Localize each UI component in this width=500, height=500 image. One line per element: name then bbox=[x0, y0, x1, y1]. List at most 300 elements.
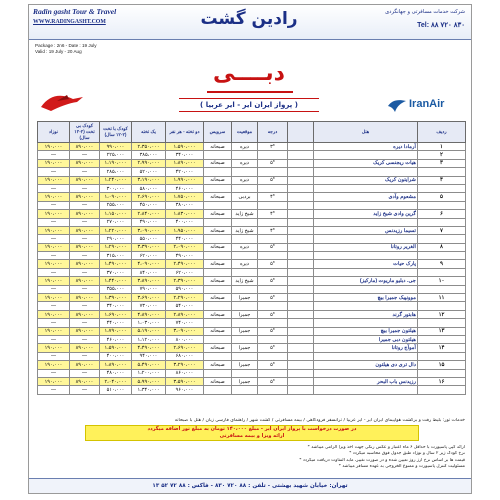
location-cell: جمیرا bbox=[232, 327, 258, 335]
star-cell: ۵* bbox=[258, 344, 288, 352]
table-row bbox=[38, 210, 466, 218]
star-cell: ۳* bbox=[258, 143, 288, 151]
double-cell: ۴۶۰،۰۰۰ bbox=[166, 184, 204, 192]
note-line: * نرخ کودک زیر ۲ سال و نوزاد طبق جدول فوق محاسبه میگردد bbox=[349, 451, 465, 457]
chd-bed-cell: ۱،۳۹۰،۰۰۰ bbox=[100, 294, 132, 302]
blank-cell bbox=[288, 151, 314, 159]
location-cell bbox=[232, 184, 258, 192]
phone-number: Tel: ۸۸ ۷۲۰ ۸۳۰ bbox=[417, 22, 465, 29]
service-cell: صبحانه bbox=[204, 327, 232, 335]
double-cell: ۴۰۰،۰۰۰ bbox=[166, 218, 204, 226]
double-cell: ۲،۲۹۰،۰۰۰ bbox=[166, 294, 204, 302]
hotel-cell bbox=[314, 184, 418, 192]
inf-cell: ۱۹۰،۰۰۰ bbox=[38, 226, 70, 234]
location-cell bbox=[232, 252, 258, 260]
chd-nobed-cell: — bbox=[70, 319, 100, 327]
service-cell bbox=[204, 201, 232, 209]
chd-nobed-cell: ۸۹۰،۰۰۰ bbox=[70, 143, 100, 151]
inf-cell: — bbox=[38, 184, 70, 192]
star-cell: ۵* bbox=[258, 310, 288, 318]
banner-line-2: ارائه ویزا و بیمه مسافرتی bbox=[219, 433, 285, 439]
header-chd-nobed: کودک بی تخت (۲-۱۲ سال) bbox=[70, 122, 100, 143]
chd-nobed-cell: ۸۹۰،۰۰۰ bbox=[70, 210, 100, 218]
header-single: یک تخته bbox=[132, 122, 166, 143]
double-cell: ۱،۹۵۰،۰۰۰ bbox=[166, 226, 204, 234]
chd-nobed-cell: — bbox=[70, 168, 100, 176]
blank-cell bbox=[288, 218, 314, 226]
footer-address: تهران: خیابان شهید بهشتی - تلفن : ۸۸ ۷۲۰ ۸۳۰ - فاکس : ۸۸ ۷۲ ۵۲ ۱۳ bbox=[29, 478, 471, 493]
row-number-cell: ۷ bbox=[418, 226, 466, 234]
hotel-cell bbox=[314, 386, 418, 394]
single-cell: ۴۹۰،۰۰۰ bbox=[132, 218, 166, 226]
table-row bbox=[38, 252, 466, 260]
service-cell bbox=[204, 268, 232, 276]
star-cell: ۵* bbox=[258, 361, 288, 369]
destination-title: دبــــی bbox=[213, 61, 285, 86]
hotel-cell: الغریر روتانا bbox=[314, 243, 418, 251]
location-cell bbox=[232, 218, 258, 226]
chd-nobed-cell: — bbox=[70, 386, 100, 394]
hotel-cell: هابتور گرند bbox=[314, 310, 418, 318]
chd-nobed-cell: ۸۹۰،۰۰۰ bbox=[70, 377, 100, 385]
double-cell: ۳۴۰،۰۰۰ bbox=[166, 151, 204, 159]
hotel-cell bbox=[314, 352, 418, 360]
hotel-cell: موونپیک جمیرا بیچ bbox=[314, 294, 418, 302]
single-cell: ۴۵۰،۰۰۰ bbox=[132, 201, 166, 209]
agency-title: رادین گشت bbox=[200, 9, 298, 29]
row-number-cell bbox=[418, 235, 466, 243]
inf-cell: ۱۹۰،۰۰۰ bbox=[38, 243, 70, 251]
hotel-cell bbox=[314, 319, 418, 327]
blank-cell bbox=[288, 361, 314, 369]
note-line: * قیمت ها بر اساس نرخ ارز روز تعیین شده و در صورت تغییر، مابه التفاوت دریافت میگردد bbox=[299, 457, 465, 463]
single-cell: ۴،۸۹۰،۰۰۰ bbox=[132, 310, 166, 318]
row-number-cell bbox=[418, 218, 466, 226]
chd-bed-cell: ۲۷۰،۰۰۰ bbox=[100, 218, 132, 226]
table-header-row bbox=[38, 122, 466, 143]
table-row bbox=[38, 268, 466, 276]
blank-cell bbox=[288, 210, 314, 218]
single-cell: ۱،۳۴۰،۰۰۰ bbox=[132, 386, 166, 394]
note-line: * ارائه کپی پاسپورت با حداقل ۶ ماه اعتبار و عکس رنگی جهت اخذ ویزا الزامی میباشد bbox=[307, 445, 465, 450]
single-cell: ۱،۱۲۰،۰۰۰ bbox=[132, 335, 166, 343]
service-cell bbox=[204, 184, 232, 192]
hotel-cell bbox=[314, 168, 418, 176]
single-cell: ۸۴۰،۰۰۰ bbox=[132, 268, 166, 276]
chd-bed-cell: ۱،۰۹۰،۰۰۰ bbox=[100, 193, 132, 201]
chd-nobed-cell: — bbox=[70, 151, 100, 159]
row-number-cell: ۴ bbox=[418, 176, 466, 184]
service-cell bbox=[204, 335, 232, 343]
single-cell: ۴،۰۹۰،۰۰۰ bbox=[132, 260, 166, 268]
table-row bbox=[38, 302, 466, 310]
hotel-cell: هیلتون دبی جمیرا bbox=[314, 335, 418, 343]
chd-nobed-cell: ۸۹۰،۰۰۰ bbox=[70, 243, 100, 251]
hotel-cell bbox=[314, 268, 418, 276]
hotel-cell bbox=[314, 252, 418, 260]
chd-bed-cell: ۱،۴۴۰،۰۰۰ bbox=[100, 277, 132, 285]
row-number-cell: ۱۲ bbox=[418, 310, 466, 318]
double-cell: ۶۸۰،۰۰۰ bbox=[166, 352, 204, 360]
star-cell bbox=[258, 268, 288, 276]
row-number-cell: ۱۴ bbox=[418, 344, 466, 352]
single-cell: ۷۳۰،۰۰۰ bbox=[132, 302, 166, 310]
star-cell bbox=[258, 285, 288, 293]
star-cell bbox=[258, 386, 288, 394]
chd-nobed-cell: — bbox=[70, 252, 100, 260]
star-cell: ۵* bbox=[258, 176, 288, 184]
location-cell: شیخ زاید bbox=[232, 277, 258, 285]
blank-cell bbox=[288, 184, 314, 192]
table-row bbox=[38, 277, 466, 285]
table-row bbox=[38, 369, 466, 377]
double-cell: ۳،۰۹۰،۰۰۰ bbox=[166, 327, 204, 335]
hotel-cell: هیات ریجنسی کریک bbox=[314, 159, 418, 167]
blank-cell bbox=[288, 243, 314, 251]
service-cell bbox=[204, 168, 232, 176]
inf-cell: — bbox=[38, 168, 70, 176]
hotel-cell bbox=[314, 218, 418, 226]
hotel-cell: هیلتون جمیرا بیچ bbox=[314, 327, 418, 335]
inf-cell: — bbox=[38, 268, 70, 276]
blank-cell bbox=[288, 193, 314, 201]
inf-cell: — bbox=[38, 285, 70, 293]
chd-bed-cell: ۳۰۰،۰۰۰ bbox=[100, 184, 132, 192]
service-cell: صبحانه bbox=[204, 176, 232, 184]
blank-cell bbox=[288, 369, 314, 377]
table-row bbox=[38, 184, 466, 192]
single-cell: ۲،۳۵۰،۰۰۰ bbox=[132, 143, 166, 151]
chd-nobed-cell: ۸۹۰،۰۰۰ bbox=[70, 361, 100, 369]
blank-cell bbox=[288, 277, 314, 285]
single-cell: ۲،۸۴۰،۰۰۰ bbox=[132, 210, 166, 218]
blank-cell bbox=[288, 252, 314, 260]
hotel-cell: مشعوم وآدی bbox=[314, 193, 418, 201]
price-table bbox=[37, 121, 466, 395]
package-info bbox=[35, 43, 135, 55]
star-cell: ۴* bbox=[258, 193, 288, 201]
website-link[interactable]: WWW.RADINGASHT.COM bbox=[33, 19, 106, 25]
service-cell: صبحانه bbox=[204, 159, 232, 167]
airline-subtitle: ( پرواز ایران ایر - ایر عربیا ) bbox=[179, 98, 319, 112]
table-row bbox=[38, 285, 466, 293]
star-cell bbox=[258, 151, 288, 159]
table-row bbox=[38, 193, 466, 201]
location-cell: بردبی bbox=[232, 193, 258, 201]
blank-cell bbox=[288, 294, 314, 302]
star-cell bbox=[258, 369, 288, 377]
location-cell bbox=[232, 302, 258, 310]
chd-bed-cell: ۳۴۰،۰۰۰ bbox=[100, 302, 132, 310]
double-cell: ۷۴۰،۰۰۰ bbox=[166, 319, 204, 327]
star-cell: ۵* bbox=[258, 294, 288, 302]
chd-bed-cell: ۲۵۵،۰۰۰ bbox=[100, 201, 132, 209]
inf-cell: — bbox=[38, 201, 70, 209]
inf-cell: — bbox=[38, 151, 70, 159]
chd-bed-cell: ۴۶۰،۰۰۰ bbox=[100, 335, 132, 343]
row-number-cell bbox=[418, 268, 466, 276]
location-cell: دیره bbox=[232, 243, 258, 251]
chd-bed-cell: ۲،۰۴۰،۰۰۰ bbox=[100, 377, 132, 385]
single-cell: ۳،۳۹۰،۰۰۰ bbox=[132, 243, 166, 251]
row-number-cell: ۶ bbox=[418, 210, 466, 218]
chd-bed-cell: ۲۹۰،۰۰۰ bbox=[100, 235, 132, 243]
location-cell: دیره bbox=[232, 159, 258, 167]
table-row bbox=[38, 151, 466, 159]
location-cell: جمیرا bbox=[232, 344, 258, 352]
row-number-cell: ۵ bbox=[418, 193, 466, 201]
chd-nobed-cell: — bbox=[70, 235, 100, 243]
service-cell: صبحانه bbox=[204, 344, 232, 352]
chd-nobed-cell: ۸۹۰،۰۰۰ bbox=[70, 159, 100, 167]
row-number-cell: ۹ bbox=[418, 260, 466, 268]
service-cell bbox=[204, 218, 232, 226]
single-cell: ۴،۴۹۰،۰۰۰ bbox=[132, 344, 166, 352]
agency-subtitle: شرکت خدمات مسافرتی و جهانگردی bbox=[385, 9, 465, 15]
chd-nobed-cell: ۸۹۰،۰۰۰ bbox=[70, 310, 100, 318]
star-cell: ۵* bbox=[258, 377, 288, 385]
chd-bed-cell: ۵۱۰،۰۰۰ bbox=[100, 386, 132, 394]
validity-line: Valid : 19 July - 20 Aug bbox=[35, 49, 82, 54]
company-name-en: Radin gasht Tour & Travel bbox=[33, 7, 117, 16]
inf-cell: ۱۹۰،۰۰۰ bbox=[38, 176, 70, 184]
chd-bed-cell: ۲۸۵،۰۰۰ bbox=[100, 168, 132, 176]
header-blank bbox=[288, 122, 314, 143]
inf-cell: — bbox=[38, 369, 70, 377]
hotel-cell bbox=[314, 151, 418, 159]
star-cell bbox=[258, 235, 288, 243]
single-cell: ۲،۶۹۰،۰۰۰ bbox=[132, 193, 166, 201]
chd-nobed-cell: ۸۹۰،۰۰۰ bbox=[70, 226, 100, 234]
table-row bbox=[38, 344, 466, 352]
chd-nobed-cell: — bbox=[70, 201, 100, 209]
package-line: Package : 2n6 - Date : 19 July bbox=[35, 43, 97, 48]
single-cell: ۵۸۰،۰۰۰ bbox=[132, 184, 166, 192]
inf-cell: ۱۹۰،۰۰۰ bbox=[38, 294, 70, 302]
header-hotel: هتل bbox=[314, 122, 418, 143]
chd-nobed-cell: ۸۹۰،۰۰۰ bbox=[70, 176, 100, 184]
hotel-cell: گرین وادی شیخ زاید bbox=[314, 210, 418, 218]
iranair-logo bbox=[387, 97, 465, 115]
header-star: درجه bbox=[258, 122, 288, 143]
inf-cell: ۱۹۰،۰۰۰ bbox=[38, 210, 70, 218]
service-cell bbox=[204, 151, 232, 159]
blank-cell bbox=[288, 143, 314, 151]
star-cell bbox=[258, 319, 288, 327]
chd-nobed-cell: — bbox=[70, 369, 100, 377]
double-cell: ۳،۲۹۰،۰۰۰ bbox=[166, 361, 204, 369]
location-cell bbox=[232, 319, 258, 327]
chd-bed-cell: ۱،۸۹۰،۰۰۰ bbox=[100, 361, 132, 369]
hotel-cell bbox=[314, 285, 418, 293]
chd-nobed-cell: ۸۹۰،۰۰۰ bbox=[70, 260, 100, 268]
inf-cell: ۱۹۰،۰۰۰ bbox=[38, 344, 70, 352]
row-number-cell bbox=[418, 302, 466, 310]
double-cell: ۲،۸۹۰،۰۰۰ bbox=[166, 310, 204, 318]
double-cell: ۲،۶۹۰،۰۰۰ bbox=[166, 344, 204, 352]
row-number-cell bbox=[418, 252, 466, 260]
single-cell: ۵۲۰،۰۰۰ bbox=[132, 168, 166, 176]
single-cell: ۹۴۰،۰۰۰ bbox=[132, 352, 166, 360]
header-double: دو تخته - هر نفر bbox=[166, 122, 204, 143]
hotel-cell bbox=[314, 201, 418, 209]
service-cell bbox=[204, 235, 232, 243]
chd-bed-cell: ۱،۷۹۰،۰۰۰ bbox=[100, 327, 132, 335]
row-number-cell: ۱۵ bbox=[418, 361, 466, 369]
table-row bbox=[38, 226, 466, 234]
terms-notes bbox=[37, 445, 465, 471]
star-cell bbox=[258, 335, 288, 343]
blank-cell bbox=[288, 302, 314, 310]
blank-cell bbox=[288, 310, 314, 318]
double-cell: ۱،۵۹۰،۰۰۰ bbox=[166, 143, 204, 151]
company-block bbox=[33, 7, 153, 25]
blank-cell bbox=[288, 352, 314, 360]
single-cell: ۱،۲۰۰،۰۰۰ bbox=[132, 369, 166, 377]
row-number-cell bbox=[418, 168, 466, 176]
double-cell: ۱،۸۳۰،۰۰۰ bbox=[166, 210, 204, 218]
location-cell: جمیرا bbox=[232, 361, 258, 369]
inf-cell: — bbox=[38, 386, 70, 394]
inf-cell: — bbox=[38, 235, 70, 243]
flyer-page bbox=[28, 4, 472, 494]
table-row bbox=[38, 310, 466, 318]
single-cell: ۶۲۰،۰۰۰ bbox=[132, 252, 166, 260]
location-cell bbox=[232, 201, 258, 209]
highlight-banner bbox=[85, 425, 419, 441]
double-cell: ۹۶۰،۰۰۰ bbox=[166, 386, 204, 394]
location-cell bbox=[232, 386, 258, 394]
service-cell bbox=[204, 319, 232, 327]
table-row bbox=[38, 335, 466, 343]
table-row bbox=[38, 352, 466, 360]
double-cell: ۲،۳۹۰،۰۰۰ bbox=[166, 277, 204, 285]
inf-cell: — bbox=[38, 335, 70, 343]
table-row bbox=[38, 327, 466, 335]
inf-cell: — bbox=[38, 218, 70, 226]
inf-cell: ۱۹۰،۰۰۰ bbox=[38, 143, 70, 151]
inf-cell: — bbox=[38, 302, 70, 310]
single-cell: ۵،۹۹۰،۰۰۰ bbox=[132, 377, 166, 385]
hotel-cell: شرایتون کریک bbox=[314, 176, 418, 184]
service-cell: صبحانه bbox=[204, 277, 232, 285]
blank-cell bbox=[288, 285, 314, 293]
chd-bed-cell: ۳۱۵،۰۰۰ bbox=[100, 252, 132, 260]
chd-nobed-cell: — bbox=[70, 268, 100, 276]
double-cell: ۵۹۰،۰۰۰ bbox=[166, 285, 204, 293]
table-row bbox=[38, 319, 466, 327]
service-cell bbox=[204, 302, 232, 310]
row-number-cell: ۱۱ bbox=[418, 294, 466, 302]
location-cell: دیره bbox=[232, 143, 258, 151]
table-row bbox=[38, 361, 466, 369]
inf-cell: ۱۹۰،۰۰۰ bbox=[38, 361, 70, 369]
service-cell: صبحانه bbox=[204, 361, 232, 369]
chd-bed-cell: ۳۵۵،۰۰۰ bbox=[100, 285, 132, 293]
location-cell bbox=[232, 168, 258, 176]
blank-cell bbox=[288, 260, 314, 268]
service-cell: صبحانه bbox=[204, 193, 232, 201]
table-row bbox=[38, 386, 466, 394]
double-cell: ۲،۴۹۰،۰۰۰ bbox=[166, 260, 204, 268]
service-cell bbox=[204, 369, 232, 377]
single-cell: ۵۵۰،۰۰۰ bbox=[132, 235, 166, 243]
services-note: خدمات تور: بلیط رفت و برگشت هواپیمای ایران ایر - ایر عربیا / ترانسفر فرودگاهی / بیمه مسافرتی / گشت شهر / راهنمای فارسی زبان / هتل با صبحانه bbox=[174, 418, 465, 423]
location-cell bbox=[232, 352, 258, 360]
chd-bed-cell: ۴۸۰،۰۰۰ bbox=[100, 369, 132, 377]
star-cell: ۵* bbox=[258, 159, 288, 167]
chd-bed-cell: ۱،۱۵۰،۰۰۰ bbox=[100, 210, 132, 218]
location-cell: جمیرا bbox=[232, 310, 258, 318]
location-cell bbox=[232, 369, 258, 377]
star-cell: ۵* bbox=[258, 327, 288, 335]
blank-cell bbox=[288, 235, 314, 243]
star-cell: ۵* bbox=[258, 243, 288, 251]
chd-nobed-cell: — bbox=[70, 302, 100, 310]
single-cell: ۳،۶۹۰،۰۰۰ bbox=[132, 294, 166, 302]
note-line: * مسئولیت کنترل پاسپورت و ممنوع الخروجی به عهده مسافر میباشد bbox=[338, 464, 465, 470]
single-cell: ۳۸۵،۰۰۰ bbox=[132, 151, 166, 159]
star-cell bbox=[258, 352, 288, 360]
hotel-cell bbox=[314, 302, 418, 310]
chd-bed-cell: ۲۲۵،۰۰۰ bbox=[100, 151, 132, 159]
double-cell: ۲،۰۹۰،۰۰۰ bbox=[166, 243, 204, 251]
service-cell: صبحانه bbox=[204, 294, 232, 302]
star-cell bbox=[258, 252, 288, 260]
table-row bbox=[38, 260, 466, 268]
row-number-cell: ۸ bbox=[418, 243, 466, 251]
location-cell bbox=[232, 268, 258, 276]
row-number-cell: ۳ bbox=[418, 159, 466, 167]
service-cell: صبحانه bbox=[204, 226, 232, 234]
single-cell: ۱،۰۳۰،۰۰۰ bbox=[132, 319, 166, 327]
hotel-cell: آرمادا دیره bbox=[314, 143, 418, 151]
blank-cell bbox=[288, 201, 314, 209]
row-number-cell bbox=[418, 335, 466, 343]
single-cell: ۳،۸۹۰،۰۰۰ bbox=[132, 277, 166, 285]
service-cell bbox=[204, 386, 232, 394]
double-cell: ۴۴۰،۰۰۰ bbox=[166, 235, 204, 243]
chd-bed-cell: ۱،۱۹۰،۰۰۰ bbox=[100, 159, 132, 167]
row-number-cell bbox=[418, 386, 466, 394]
double-cell: ۳،۵۹۰،۰۰۰ bbox=[166, 377, 204, 385]
hotel-cell bbox=[314, 369, 418, 377]
inf-cell: ۱۹۰،۰۰۰ bbox=[38, 377, 70, 385]
double-cell: ۴۹۰،۰۰۰ bbox=[166, 252, 204, 260]
blank-cell bbox=[288, 226, 314, 234]
table-row bbox=[38, 176, 466, 184]
chd-bed-cell: ۳۷۰،۰۰۰ bbox=[100, 268, 132, 276]
inf-cell: — bbox=[38, 319, 70, 327]
table-row bbox=[38, 201, 466, 209]
row-number-cell: ۱۳ bbox=[418, 327, 466, 335]
header-chd-bed: کودک با تخت (۲-۱۲ سال) bbox=[100, 122, 132, 143]
chd-bed-cell: ۹۹۰،۰۰۰ bbox=[100, 143, 132, 151]
header-location: موقعیت bbox=[232, 122, 258, 143]
star-cell: ۵* bbox=[258, 277, 288, 285]
hotel-cell: رزیدنس باب البحر bbox=[314, 377, 418, 385]
blank-cell bbox=[288, 327, 314, 335]
service-cell: صبحانه bbox=[204, 377, 232, 385]
star-cell bbox=[258, 302, 288, 310]
chd-nobed-cell: ۸۹۰،۰۰۰ bbox=[70, 193, 100, 201]
location-cell bbox=[232, 235, 258, 243]
hotel-cell bbox=[314, 235, 418, 243]
star-cell bbox=[258, 168, 288, 176]
single-cell: ۷۹۰،۰۰۰ bbox=[132, 285, 166, 293]
table-row bbox=[38, 377, 466, 385]
star-cell: ۵* bbox=[258, 260, 288, 268]
